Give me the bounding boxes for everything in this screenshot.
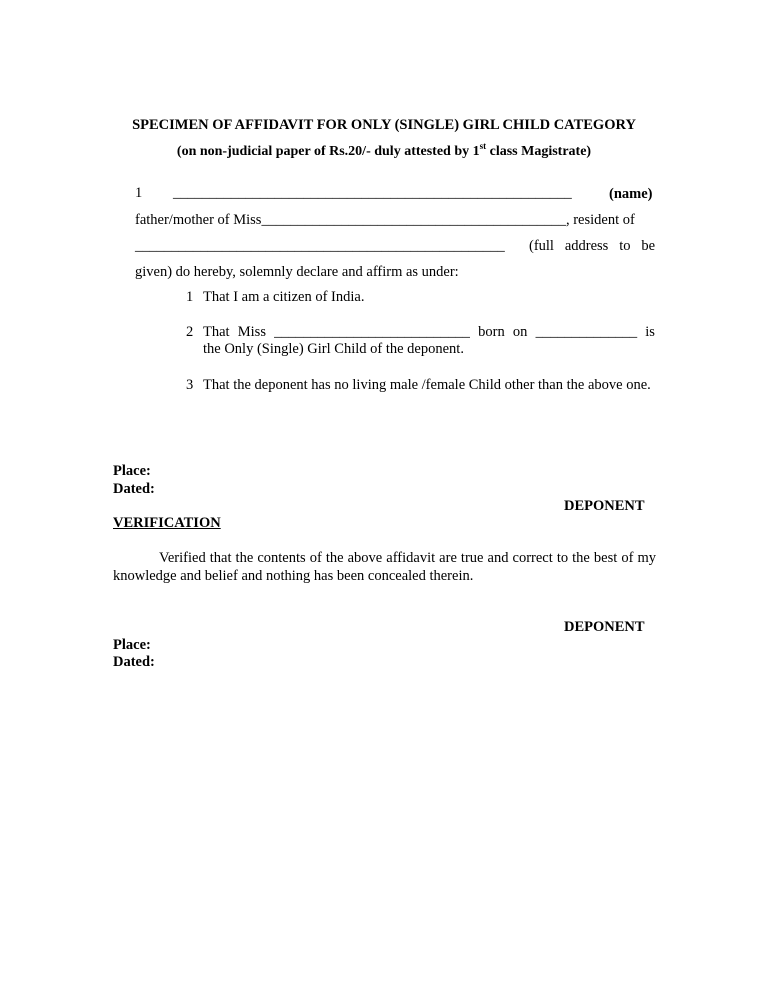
item-word: is — [645, 324, 655, 340]
document-title: SPECIMEN OF AFFIDAVIT FOR ONLY (SINGLE) GIRL CHILD CATEGORY — [132, 117, 636, 133]
dated-label: Dated: — [113, 654, 155, 670]
item-text: That the deponent has no living male /female Child other than the above one. — [203, 377, 651, 393]
place-label: Place: — [113, 463, 151, 479]
item-number: 2 — [186, 324, 194, 340]
verification-text: Verified that the contents of the above affidavit are true and correct to the best of my knowledge and belief and nothing has been concealed therein. — [113, 550, 656, 584]
address-blank: ___________________________________________________ — [135, 238, 505, 254]
deponent-label: DEPONENT — [564, 498, 645, 514]
declaration-number: 1 — [135, 185, 143, 201]
item-text — [203, 324, 655, 358]
father-mother-line: father/mother of Miss__________________________________________, resident of — [135, 212, 635, 228]
declaration-intro: given) do hereby, solemnly declare and affirm as under: — [135, 264, 459, 280]
dated-label: Dated: — [113, 481, 155, 497]
item-line — [203, 324, 655, 341]
item-number: 1 — [186, 289, 194, 305]
item-line: the Only (Single) Girl Child of the deponent. — [203, 341, 464, 357]
subtitle-text-end: class Magistrate) — [486, 144, 592, 159]
item-word: on — [512, 324, 528, 340]
girl-name-blank: ___________________________ — [274, 324, 470, 340]
item-number: 3 — [186, 377, 194, 393]
subtitle-text: (on non-judicial paper of Rs.20/- duly attested by 1 — [176, 144, 480, 159]
document-subtitle — [0, 141, 768, 160]
place-label: Place: — [113, 637, 151, 653]
name-blank: _______________________________________________________ — [173, 185, 572, 201]
item-word: That — [203, 324, 230, 340]
birth-date-blank: ______________ — [535, 324, 638, 340]
item-word: born — [478, 324, 505, 340]
item-word: Miss — [237, 324, 266, 340]
name-label: (name) — [609, 186, 653, 202]
deponent-label: DEPONENT — [564, 619, 645, 635]
verification-heading: VERIFICATION — [113, 515, 221, 531]
subtitle-superscript: st — [479, 141, 487, 151]
item-text: That I am a citizen of India. — [203, 289, 365, 305]
address-label: (full address to be — [529, 238, 656, 254]
